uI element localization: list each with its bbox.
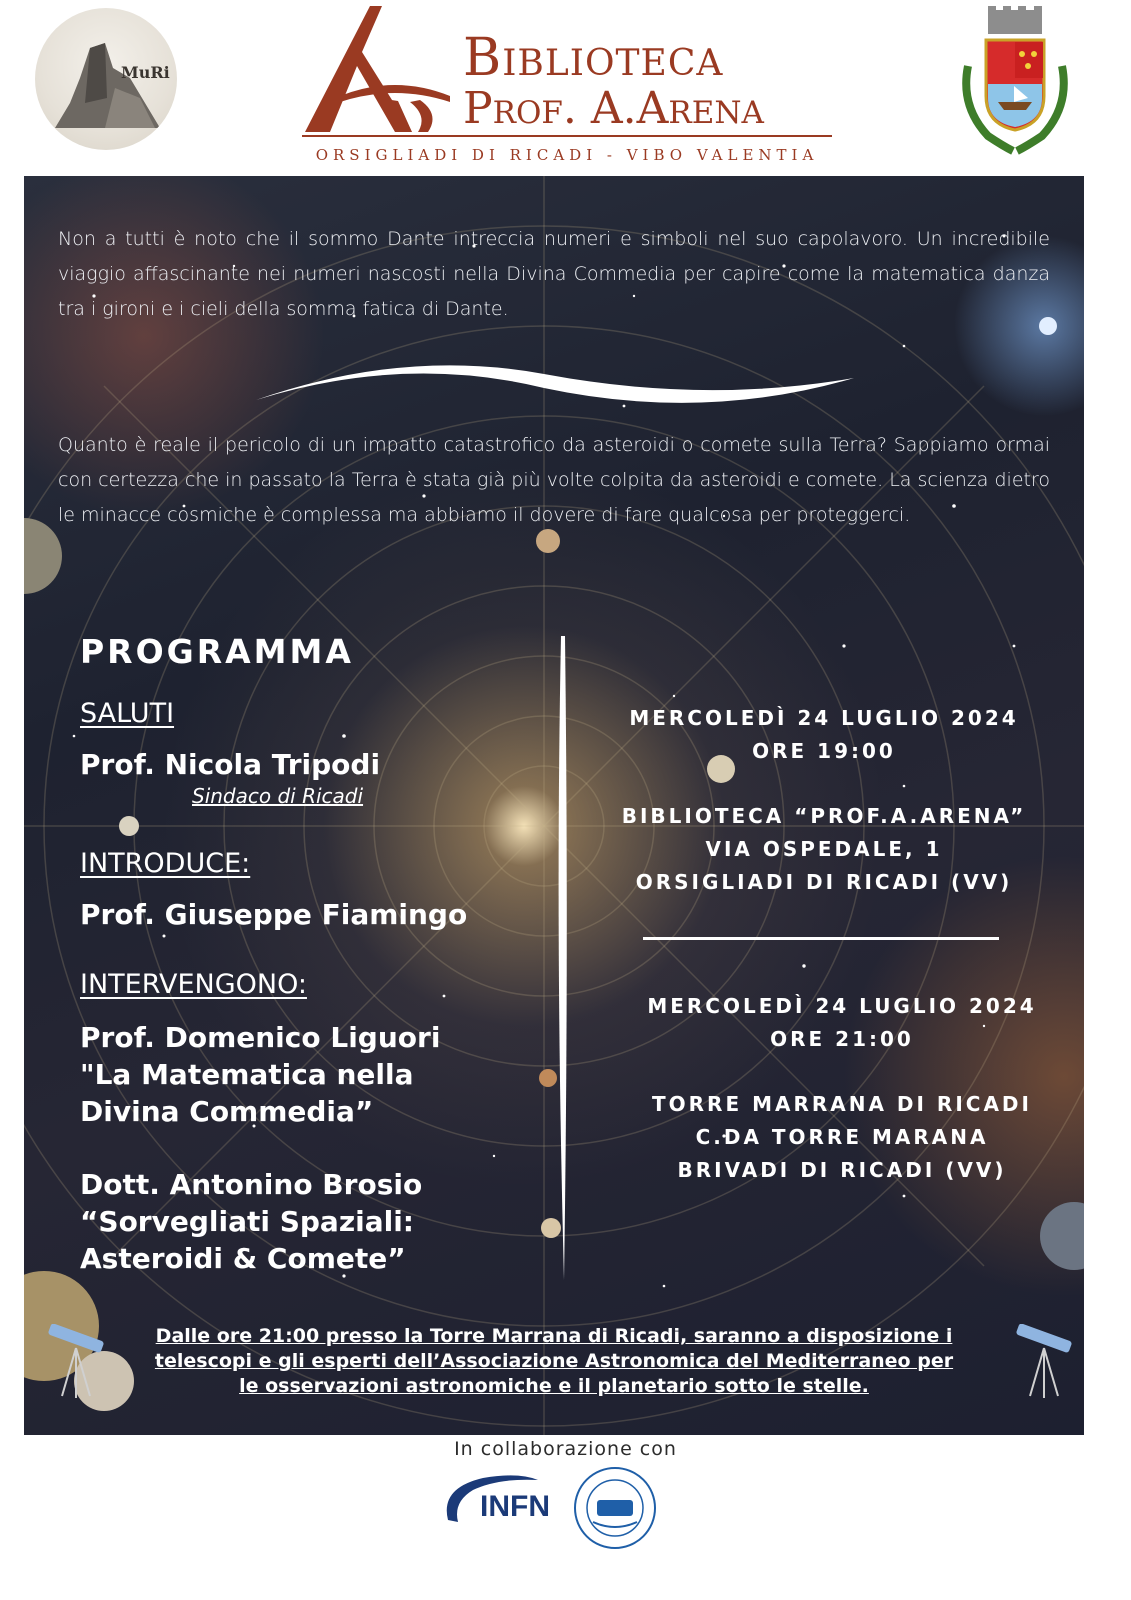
library-name-line1: Biblioteca	[463, 28, 724, 88]
infn-logo	[438, 1470, 568, 1534]
event1-date: MERCOLEDÌ 24 LUGLIO 2024	[629, 706, 1019, 730]
programma-title: PROGRAMMA	[80, 632, 354, 671]
saluti-speaker-role: Sindaco di Ricadi	[192, 784, 364, 808]
library-logo-mark	[300, 4, 460, 134]
talk-brosio-speaker: Dott. Antonino Brosio	[80, 1168, 423, 1201]
event1-address: VIA OSPEDALE, 1	[705, 837, 943, 861]
event2-date: MERCOLEDÌ 24 LUGLIO 2024	[647, 994, 1037, 1018]
talk-brosio-title-line2: Asteroidi & Comete”	[80, 1242, 406, 1275]
saluti-label: SALUTI	[80, 698, 175, 729]
telescope-icon	[1006, 1324, 1076, 1404]
event1-place-name: BIBLIOTECA “PROF.A.ARENA”	[621, 804, 1027, 828]
introduce-speaker-name: Prof. Giuseppe Fiamingo	[80, 898, 468, 931]
observation-note-line2: telescopi e gli esperti dell’Associazione Astronomica del Mediterraneo per	[154, 1350, 954, 1372]
event2-address: C.DA TORRE MARANA	[695, 1125, 989, 1149]
collaboration-label: In collaborazione con	[454, 1438, 677, 1460]
event1-town: ORSIGLIADI DI RICADI (VV)	[635, 870, 1013, 894]
intro-paragraph-dante: Non a tutti è noto che il sommo Dante intreccia numeri e simboli nel suo capolavoro. Un incredibile viaggio affascinante nei numeri nascosti nella Divina Commedia per capire come la matematica danza tra i gironi e i cieli della somma fatica di Dante.	[58, 228, 1050, 320]
muri-logo-text: MuRi	[121, 63, 170, 82]
event2-time: ORE 21:00	[770, 1027, 914, 1051]
introduce-label: INTRODUCE:	[80, 848, 251, 879]
muri-logo	[35, 8, 177, 150]
event-biblioteca	[584, 702, 1064, 899]
event2-town: BRIVADI DI RICADI (VV)	[677, 1158, 1007, 1182]
event-torre-marrana	[602, 990, 1082, 1187]
library-location: ORSIGLIADI DI RICADI - VIBO VALENTIA	[315, 146, 819, 164]
observation-note	[104, 1324, 1004, 1399]
events-divider	[643, 937, 999, 940]
infn-logo-text: INFN	[480, 1490, 550, 1523]
library-name-line2: Prof. A.Arena	[463, 83, 764, 134]
observation-note-line1: Dalle ore 21:00 presso la Torre Marrana di Ricadi, saranno a disposizione i	[155, 1325, 953, 1347]
talk-liguori-title-line1: "La Matematica nella	[80, 1058, 414, 1091]
intervengono-label: INTERVENGONO:	[80, 969, 307, 1000]
talk-brosio	[80, 1166, 422, 1277]
astronomical-association-logo	[573, 1466, 657, 1550]
municipal-crest-icon	[958, 6, 1072, 156]
talk-liguori	[80, 1019, 440, 1130]
library-divider	[302, 135, 832, 137]
event2-place-name: TORRE MARRANA DI RICADI	[652, 1092, 1032, 1116]
event-poster	[24, 176, 1084, 1435]
event1-time: ORE 19:00	[752, 739, 896, 763]
observation-note-line3: le osservazioni astronomiche e il planetario sotto le stelle.	[239, 1375, 869, 1397]
talk-liguori-title-line2: Divina Commedia”	[80, 1095, 374, 1128]
talk-liguori-speaker: Prof. Domenico Liguori	[80, 1021, 441, 1054]
saluti-speaker-name: Prof. Nicola Tripodi	[80, 748, 381, 781]
header	[0, 0, 1131, 180]
talk-brosio-title-line1: “Sorvegliati Spaziali:	[80, 1205, 415, 1238]
intro-paragraph-asteroids: Quanto è reale il pericolo di un impatto catastrofico da asteroidi o comete sulla Terra? Sappiamo ormai con certezza che in passato la Terra è stata già più volte colpita da asteroidi e comete. La scienza dietro le minacce cosmiche è complessa ma abbiamo il dovere di fare qualcosa per proteggerci.	[58, 434, 1050, 526]
